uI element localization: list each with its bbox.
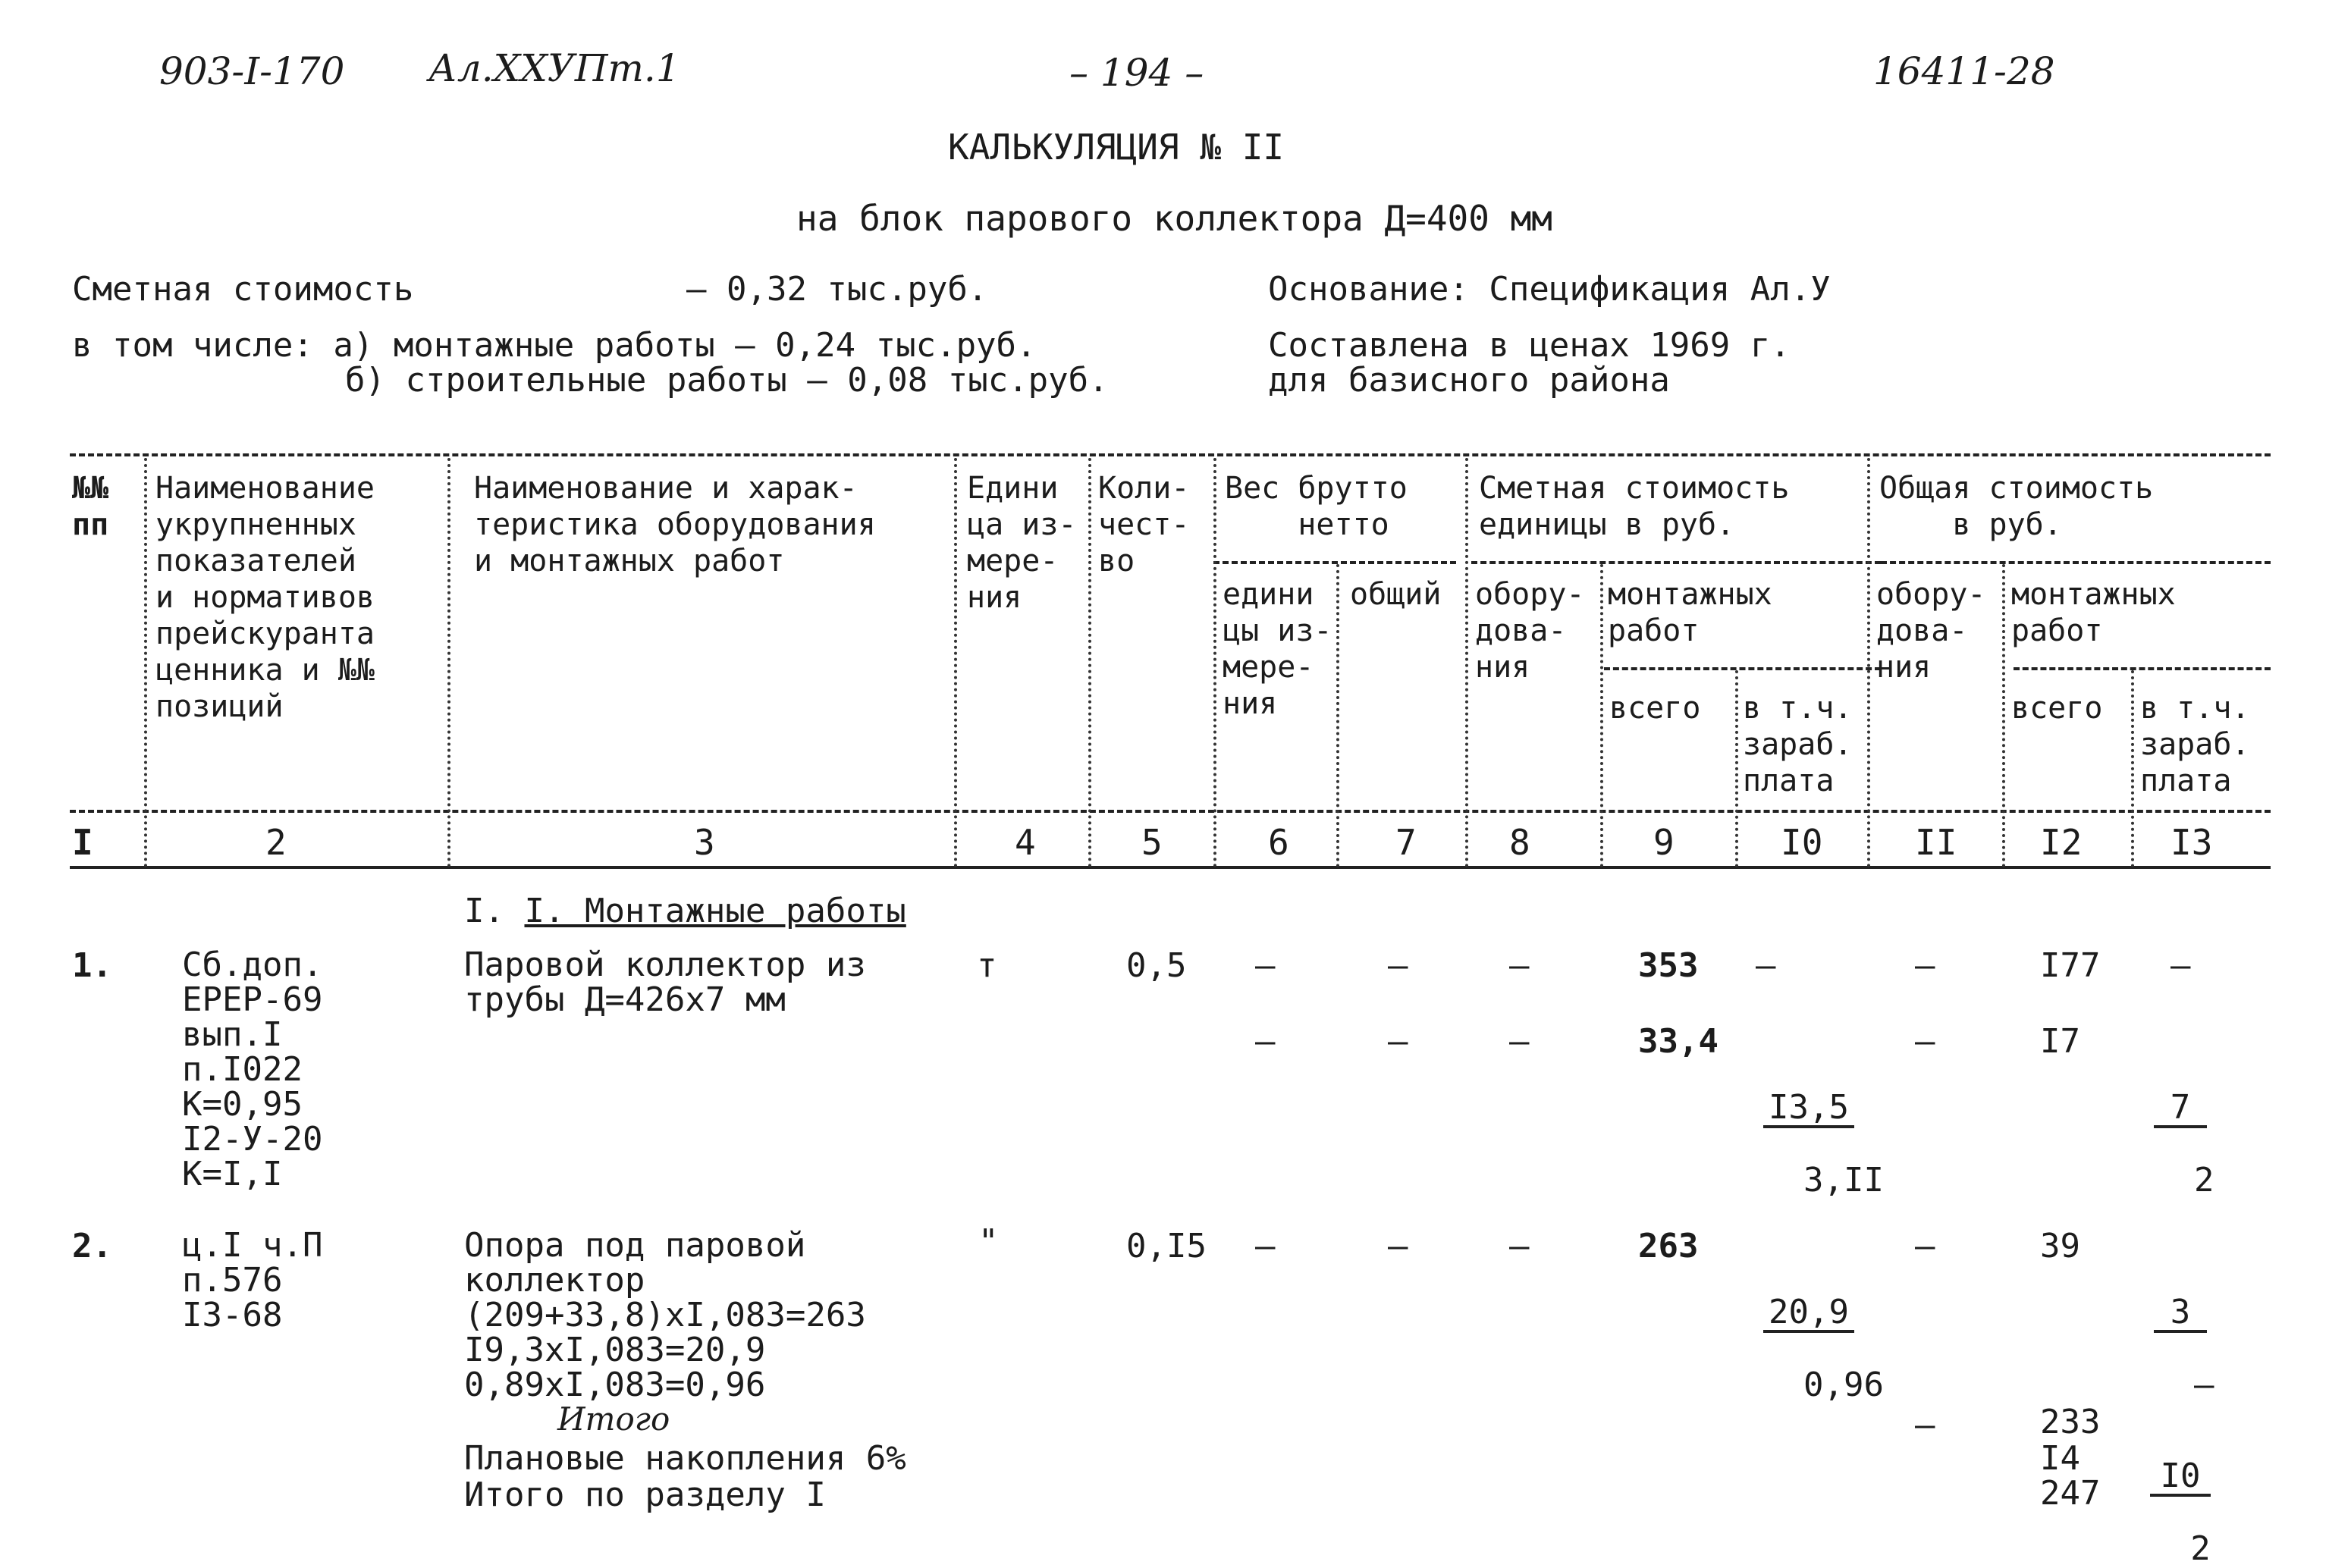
row-unit: т (977, 946, 997, 985)
row-cell: – (1255, 1227, 1276, 1265)
frac-top: 7 (2154, 1090, 2207, 1128)
frac-top: 3 (2154, 1295, 2207, 1333)
row-cell: 353 (1638, 946, 1699, 985)
col-divider (1336, 564, 1339, 867)
row-number: 2. (72, 1227, 112, 1265)
col-header-5: Коли- чест- во (1098, 471, 1190, 579)
row-cell: – (1388, 1022, 1408, 1061)
col-number: 5 (1141, 822, 1163, 863)
itogo-c11: – (1915, 1406, 1935, 1444)
frac-top: I0 (2150, 1459, 2211, 1497)
doc-subtitle: на блок парового коллектора Д=400 мм (796, 198, 1552, 239)
itogo-label: Итого (557, 1400, 670, 1438)
col-number: I2 (2040, 822, 2083, 863)
accumulations-label: Плановые накопления 6% (464, 1439, 906, 1478)
col-number: 8 (1509, 822, 1530, 863)
col-header-13: в т.ч. зараб. плата (2140, 691, 2250, 798)
cost-incl-b: б) строительные работы – 0,08 тыс.руб. (345, 361, 1109, 400)
col-divider (144, 458, 147, 867)
row-cell: I77 (2040, 946, 2101, 985)
section-total-value: 247 (2040, 1474, 2101, 1513)
row-qty: 0,5 (1126, 946, 1187, 985)
col-divider (1867, 458, 1870, 867)
col-header-6: едини цы из- мере- ния (1223, 577, 1332, 721)
accumulations-value: I4 (2040, 1439, 2080, 1478)
inventory-number: 16411-28 (1873, 49, 2055, 93)
section-total-label: Итого по разделу I (464, 1475, 826, 1514)
row-name: Опора под паровой коллектор (209+33,8)хI,083=263 I9,3хI,083=20,9 0,89хI,083=0,96 (464, 1226, 866, 1404)
section-title: I. I. Монтажные работы (464, 892, 906, 930)
doc-title: КАЛЬКУЛЯЦИЯ № II (948, 127, 1285, 168)
cost-value: – 0,32 тыс.руб. (686, 270, 988, 309)
row-cell: – (1509, 946, 1530, 985)
row-cell: I7 (2040, 1022, 2080, 1061)
frac-bottom: – (2193, 1366, 2214, 1404)
col-number: 9 (1653, 822, 1675, 863)
row-cell: – (1915, 1227, 1935, 1265)
row-cell: 263 (1638, 1227, 1699, 1265)
basis: Основание: Спецификация Ал.У (1268, 270, 1831, 309)
col-divider (954, 458, 957, 867)
col-header-3: Наименование и харак- теристика оборудования и монтажных работ (474, 471, 876, 579)
row-fraction (1763, 1225, 1884, 1404)
col-divider (1600, 564, 1603, 867)
col-number: II (1915, 822, 1957, 863)
numbers-bottom-rule (70, 866, 2271, 869)
col-number: 6 (1268, 822, 1289, 863)
row-ref: ц.I ч.П п.576 I3-68 (182, 1226, 323, 1334)
col-number: 2 (265, 822, 287, 863)
col-header-unit-cost: Сметная стоимость единицы в руб. (1479, 471, 1790, 542)
col-header-4: Едини ца из- мере- ния (967, 471, 1077, 615)
frac-bottom: 0,96 (1803, 1366, 1884, 1404)
col-header-12: всего (2011, 691, 2103, 726)
col-header-2: Наименование укрупненных показателей и нормативов прейскуранта ценника и №№ позиций (155, 471, 375, 724)
section-title-text: I. Монтажные работы (524, 892, 906, 930)
header-bottom-rule (70, 810, 2271, 813)
row-ref: Сб.доп. ЕРЕР-69 вып.I п.I022 К=0,95 I2-У-20 К=I,I (182, 946, 323, 1193)
frac-top: 20,9 (1763, 1295, 1854, 1333)
row-unit: " (978, 1222, 999, 1261)
row-cell: 39 (2040, 1227, 2080, 1265)
row-cell: 33,4 (1638, 1022, 1719, 1061)
doc-code: 903-I-170 (159, 49, 345, 93)
col-number: I0 (1781, 822, 1823, 863)
row-cell: – (1255, 946, 1276, 985)
frac-bottom: 3,II (1803, 1161, 1884, 1200)
col-header-total-cost: Общая стоимость в руб. (1879, 471, 2154, 542)
col-header-mont-total: монтажных работ (2011, 577, 2176, 648)
subheader-rule-mont2 (2014, 667, 2271, 670)
row-cell: – (2170, 946, 2191, 985)
col-header-7: общий (1350, 577, 1442, 612)
subheader-rule-cost (1471, 561, 1881, 564)
row-cell: – (1388, 1227, 1408, 1265)
row-cell: – (1915, 946, 1935, 985)
col-number: I3 (2170, 822, 2213, 863)
cost-label: Сметная стоимость (72, 270, 414, 309)
cost-incl-a: в том числе: а) монтажные работы – 0,24 тыс.руб. (72, 326, 1037, 365)
col-number: 3 (694, 822, 715, 863)
row-fraction (2154, 1225, 2214, 1404)
col-divider (1213, 458, 1216, 867)
row-name: Паровой коллектор из трубы Д=426х7 мм (464, 946, 866, 1019)
row-cell: – (1509, 1022, 1530, 1061)
row-cell: – (1255, 1022, 1276, 1061)
frac-top: I3,5 (1763, 1090, 1854, 1128)
row-cell: – (1388, 946, 1408, 985)
album-ref: Ал.XXУПт.1 (428, 46, 680, 90)
col-header-1: №№ пп (72, 471, 109, 542)
frac-bottom: 2 (2190, 1529, 2211, 1568)
row-number: 1. (72, 946, 112, 985)
col-number: 7 (1395, 822, 1417, 863)
frac-bottom: 2 (2193, 1161, 2214, 1200)
subheader-rule-total (1881, 561, 2271, 564)
table-top-rule (70, 453, 2271, 456)
col-header-weight: Вес брутто нетто (1225, 471, 1408, 542)
col-divider (447, 458, 450, 867)
col-divider (1088, 458, 1091, 867)
page-number: – 194 – (1069, 51, 1204, 95)
col-divider (2002, 564, 2005, 867)
prices-year: Составлена в ценах 1969 г. (1268, 326, 1791, 365)
col-divider (1735, 670, 1738, 867)
col-header-10: в т.ч. зараб. плата (1743, 691, 1853, 798)
itogo-fraction (2150, 1389, 2211, 1566)
itogo-c12: 233 (2040, 1403, 2101, 1441)
row-cell: – (1915, 1022, 1935, 1061)
col-number: I (72, 822, 93, 863)
row-cell: – (1509, 1227, 1530, 1265)
col-header-11: обору- дова- ния (1876, 577, 1986, 685)
row-cell: – (1756, 946, 1776, 985)
col-header-mont-unit: монтажных работ (1608, 577, 1772, 648)
col-number: 4 (1015, 822, 1036, 863)
col-header-8: обору- дова- ния (1475, 577, 1585, 685)
subheader-rule-weight (1213, 561, 1456, 564)
col-header-9: всего (1609, 691, 1701, 726)
row-fraction (1763, 1021, 1884, 1200)
region: для базисного района (1268, 361, 1670, 400)
row-qty: 0,I5 (1126, 1227, 1207, 1265)
subheader-rule-mont (1604, 667, 1881, 670)
row-fraction (2154, 1021, 2214, 1200)
col-divider (2131, 670, 2134, 867)
col-divider (1465, 458, 1468, 867)
